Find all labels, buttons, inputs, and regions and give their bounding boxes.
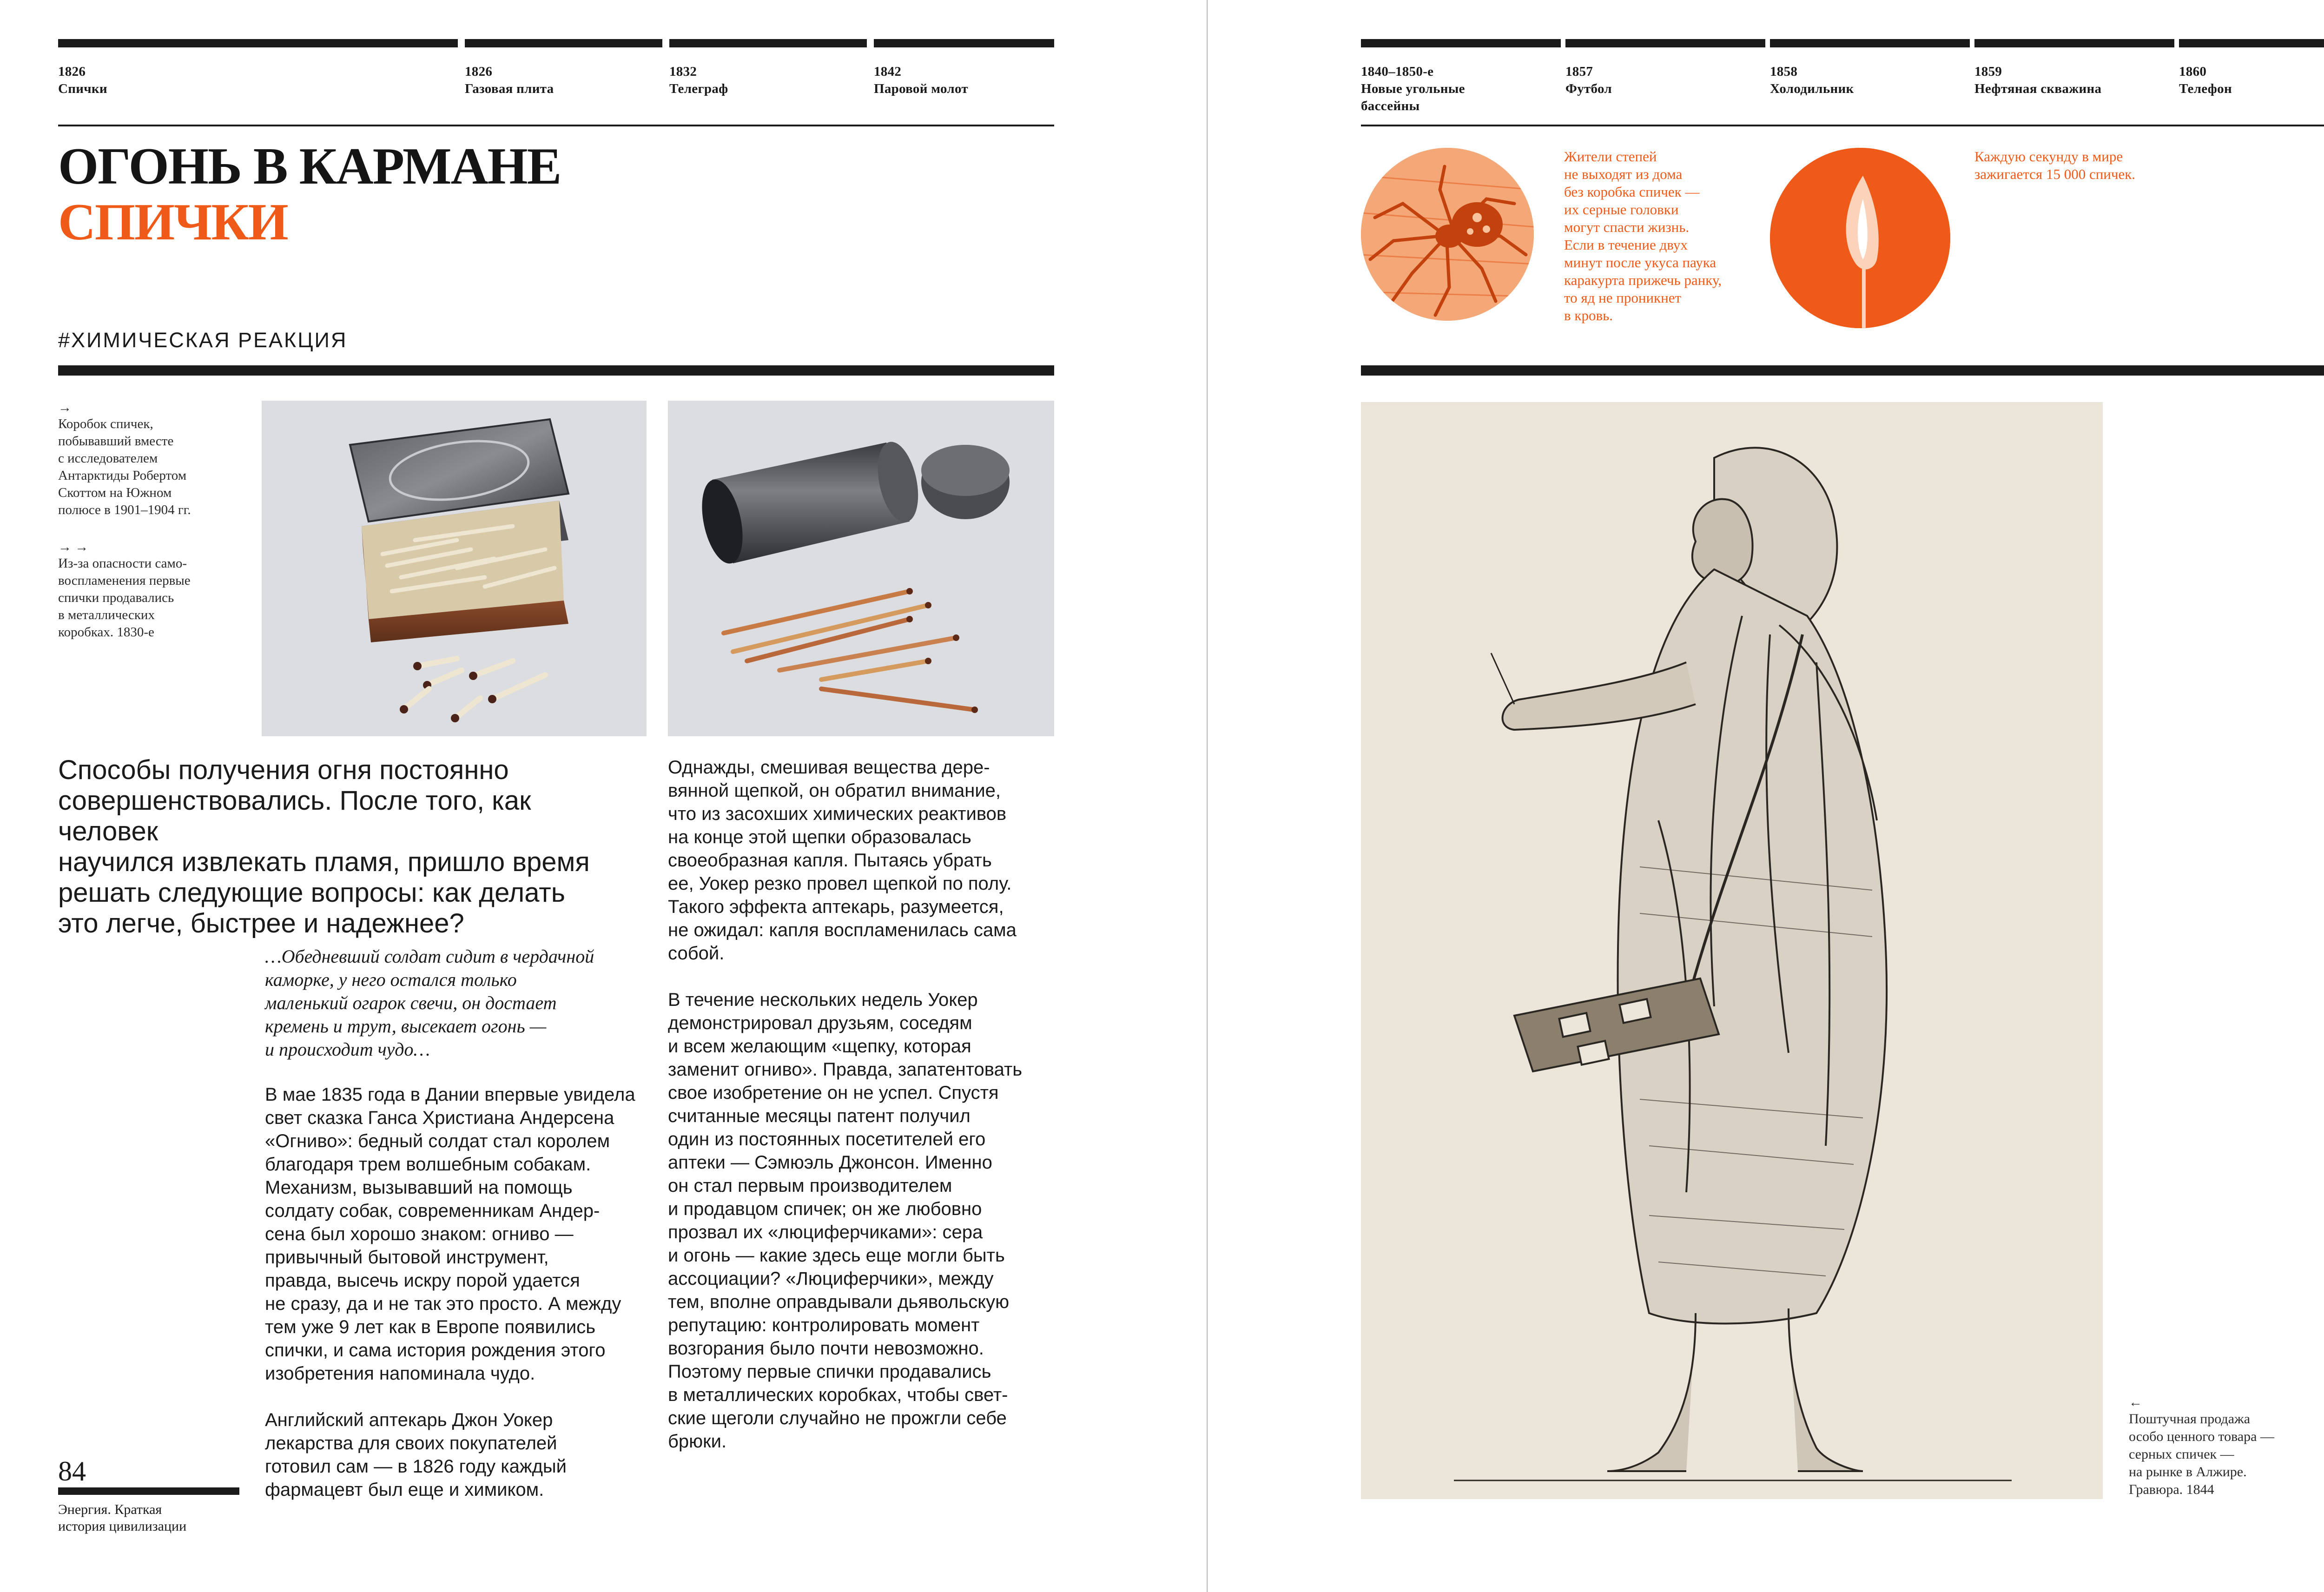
fact-line: не выходят из дома (1564, 166, 1683, 182)
lead-line: Способы получения огня постоянно (58, 755, 509, 785)
body-line: демонстрировал друзьям, соседям (668, 1013, 972, 1033)
body-line: привычный бытовой инструмент, (265, 1247, 549, 1268)
right-arrow-icon: → (58, 400, 72, 415)
photo-scott-match-tin (262, 401, 647, 736)
caption-line: побывавший вместе (58, 434, 174, 449)
caption-line: серных спичек — (2129, 1447, 2234, 1462)
caption-line: Скоттом на Южном (58, 485, 172, 500)
caption-line: Из-за опасности само- (58, 556, 187, 571)
caption-line: коробках. 1830-е (58, 625, 154, 640)
body-line: что из засохших химических реактивов (668, 804, 1007, 824)
book-title-line: Энергия. Краткая (58, 1502, 162, 1517)
caption-metal-case (58, 539, 244, 641)
body-line: не ожидал: капля воспламенилась сама (668, 920, 1017, 940)
timeline-bottom-rule (58, 125, 1054, 126)
quote-line: кремень и трут, высекает огонь — (265, 1016, 547, 1037)
lead-line: совершенствовались. После того, как человек (58, 786, 531, 846)
body-line: спички, и сама история рождения этого (265, 1340, 606, 1361)
body-line: свет сказка Ганса Христиана Андерсена (265, 1108, 614, 1128)
body-line: возгорания было почти невозможно. (668, 1338, 984, 1359)
fact-line: их серные головки (1564, 201, 1679, 218)
left-arrow-icon: ← (2129, 1395, 2142, 1410)
caption-line: в металлических (58, 608, 155, 622)
body-line: заменит огниво». Правда, запатентовать (668, 1059, 1023, 1080)
quote-line: каморке, у него остался только (265, 969, 517, 990)
timeline-item (1770, 39, 1970, 118)
body-line: аптеки — Сэмюэль Джонсон. Именно (668, 1152, 992, 1173)
match-tin-illustration (262, 401, 647, 736)
lead-line: научился извлекать пламя, пришло время (58, 847, 590, 877)
timeline-item (1361, 39, 1561, 118)
body-line: ее, Уокер резко провел щепкой по полу. (668, 873, 1012, 894)
lead-line: это легче, быстрее и надежнее? (58, 908, 464, 938)
timeline-item (1565, 39, 1765, 118)
body-line: считанные месяцы патент получил (668, 1106, 971, 1126)
caption-line: Поштучная продажа (2129, 1411, 2251, 1427)
timeline-year: 1842 (874, 64, 902, 79)
body-line: тем уже 9 лет как в Европе появились (265, 1317, 596, 1337)
caption-tin-box (58, 400, 244, 519)
body-line: не сразу, да и не так это просто. А между (265, 1294, 621, 1314)
topic-hashtag: #ХИМИЧЕСКАЯ РЕАКЦИЯ (58, 328, 348, 352)
body-line: Английский аптекарь Джон Уокер (265, 1410, 553, 1430)
fact-line: Если в течение двух (1564, 237, 1688, 253)
fact-line: минут после укуса паука (1564, 254, 1717, 271)
body-line: репутацию: контролировать момент (668, 1315, 980, 1335)
caption-line: воспламенения первые (58, 573, 191, 588)
metal-case-illustration (668, 401, 1054, 736)
fact-line: в кровь. (1564, 307, 1613, 324)
timeline-year: 1859 (1974, 64, 2002, 79)
body-line: ские щеголи случайно не прожгли себе (668, 1408, 1007, 1428)
body-line: и огонь — какие здесь еще могли быть (668, 1245, 1005, 1266)
folio-bar (58, 1487, 239, 1495)
body-line: один из постоянных посетителей его (668, 1129, 986, 1149)
timeline-name: Газовая плита (465, 81, 554, 96)
caption-line: спички продавались (58, 590, 174, 605)
quote-line: …Обедневший солдат сидит в чердачной (265, 946, 594, 967)
body-line: правда, высечь искру порой удается (265, 1270, 580, 1291)
match-flame-icon (1770, 148, 1950, 328)
caption-line: Антарктиды Робертом (58, 468, 187, 483)
book-title-line: история цивилизации (58, 1519, 187, 1534)
timeline-year: 1860 (2179, 64, 2207, 79)
body-line: на конце этой щепки образовалась (668, 827, 971, 847)
body-line: он стал первым производителем (668, 1176, 952, 1196)
body-line: изобретения напоминала чудо. (265, 1363, 535, 1384)
karakurt-spider-icon (1361, 148, 1534, 321)
timeline-item (58, 39, 458, 118)
section-rule (1361, 365, 2324, 376)
article-subtitle: СПИЧКИ (58, 193, 288, 251)
match-flame-circle-image (1770, 148, 1950, 328)
timeline-name: Холодильник (1770, 81, 1854, 96)
body-line: готовил сам — в 1826 году каждый (265, 1456, 567, 1477)
photo-metal-match-case (668, 401, 1054, 736)
timeline-year: 1840–1850-е (1361, 64, 1434, 79)
timeline-year: 1857 (1565, 64, 1593, 79)
timeline-item (874, 39, 1054, 118)
match-seller-figure (1361, 402, 2103, 1499)
body-line: солдату собак, современникам Андер- (265, 1201, 600, 1221)
fact-line: то яд не проникнет (1564, 290, 1681, 306)
body-line: и продавцом спичек; он же любовно (668, 1199, 982, 1219)
timeline-year: 1832 (669, 64, 697, 79)
body-line: благодаря трем волшебным собакам. (265, 1154, 591, 1175)
timeline-name: Нефтяная скважина (1974, 81, 2102, 96)
body-line: Такого эффекта аптекарь, разумеется, (668, 897, 1004, 917)
timeline-name-line-2: бассейны (1361, 99, 1420, 113)
timeline-item (669, 39, 867, 118)
timeline-item (465, 39, 662, 118)
body-line: Однажды, смешивая вещества дере- (668, 757, 990, 778)
quote-line: маленький огарок свечи, он достает (265, 992, 557, 1013)
article-title: ОГОНЬ В КАРМАНЕ (58, 138, 561, 195)
timeline-name: Спички (58, 81, 107, 96)
body-line: в металлических коробках, чтобы свет- (668, 1385, 1008, 1405)
caption-line: полюсе в 1901–1904 гг. (58, 502, 191, 517)
book-title (58, 1501, 290, 1535)
fact-line: зажигается 15 000 спичек. (1974, 166, 2136, 182)
body-line: фармацевт был еще и химиком. (265, 1480, 544, 1500)
body-line: ассоциации? «Люциферчики», между (668, 1268, 994, 1289)
caption-line: Коробок спичек, (58, 416, 153, 431)
timeline-year: 1826 (465, 64, 493, 79)
body-line: брюки. (668, 1431, 727, 1452)
caption-line: с исследователем (58, 451, 158, 466)
body-column-2 (668, 756, 1058, 1453)
fact-line: без коробка спичек — (1564, 184, 1700, 200)
body-line: своеобразная капля. Пытаясь убрать (668, 850, 992, 871)
spider-fact (1564, 148, 1750, 324)
timeline-item (2179, 39, 2324, 118)
timeline-name: Телеграф (669, 81, 728, 96)
body-line: Механизм, вызывавший на помощь (265, 1177, 573, 1198)
caption-line: Гравюра. 1844 (2129, 1482, 2214, 1497)
double-right-arrow-icon: → → (58, 540, 89, 555)
fact-line: каракурта прижечь ранку, (1564, 272, 1722, 288)
timeline-bottom-rule (1361, 125, 2324, 126)
fact-line: Каждую секунду в мире (1974, 148, 2123, 165)
body-line: свое изобретение он не успел. Спустя (668, 1083, 999, 1103)
timeline-year: 1858 (1770, 64, 1798, 79)
timeline-name: Телефон (2179, 81, 2232, 96)
body-line: сена был хорошо знаком: огниво — (265, 1224, 574, 1244)
timeline-item (1974, 39, 2174, 118)
body-line: «Огниво»: бедный солдат стал королем (265, 1131, 610, 1151)
lead-line: решать следующие вопросы: как делать (58, 878, 566, 908)
caption-line: особо ценного товара — (2129, 1429, 2274, 1444)
lead-paragraph (58, 755, 607, 939)
body-line: собой. (668, 943, 725, 964)
matches-per-second-fact (1974, 148, 2179, 183)
body-line: прозвал их «люциферчиками»: сера (668, 1222, 983, 1242)
body-line: В течение нескольких недель Уокер (668, 990, 978, 1010)
timeline-year: 1826 (58, 64, 86, 79)
body-line: В мае 1835 года в Дании впервые увидела (265, 1084, 635, 1105)
fact-line: Жители степей (1564, 148, 1657, 165)
timeline-name: Паровой молот (874, 81, 968, 96)
fact-line: могут спасти жизнь. (1564, 219, 1690, 235)
andersen-quote (265, 945, 651, 1061)
spider-circle-image (1361, 148, 1534, 321)
body-line: тем, вполне оправдывали дьявольскую (668, 1292, 1010, 1312)
page-number: 84 (58, 1456, 86, 1486)
body-line: лекарства для своих покупателей (265, 1433, 557, 1453)
body-line: Поэтому первые спички продавались (668, 1361, 991, 1382)
timeline-name: Новые угольные (1361, 81, 1465, 96)
quote-line: и происходит чудо… (265, 1039, 430, 1060)
body-line: и всем желающим «щепку, которая (668, 1036, 971, 1057)
section-rule (58, 365, 1054, 376)
caption-line: на рынке в Алжире. (2129, 1464, 2247, 1480)
body-column-1 (265, 1083, 651, 1501)
engraving-caption (2129, 1394, 2315, 1499)
body-line: вянной щепкой, он обратил внимание, (668, 780, 1001, 801)
engraving-match-seller-algiers (1361, 402, 2103, 1499)
timeline-name: Футбол (1565, 81, 1612, 96)
